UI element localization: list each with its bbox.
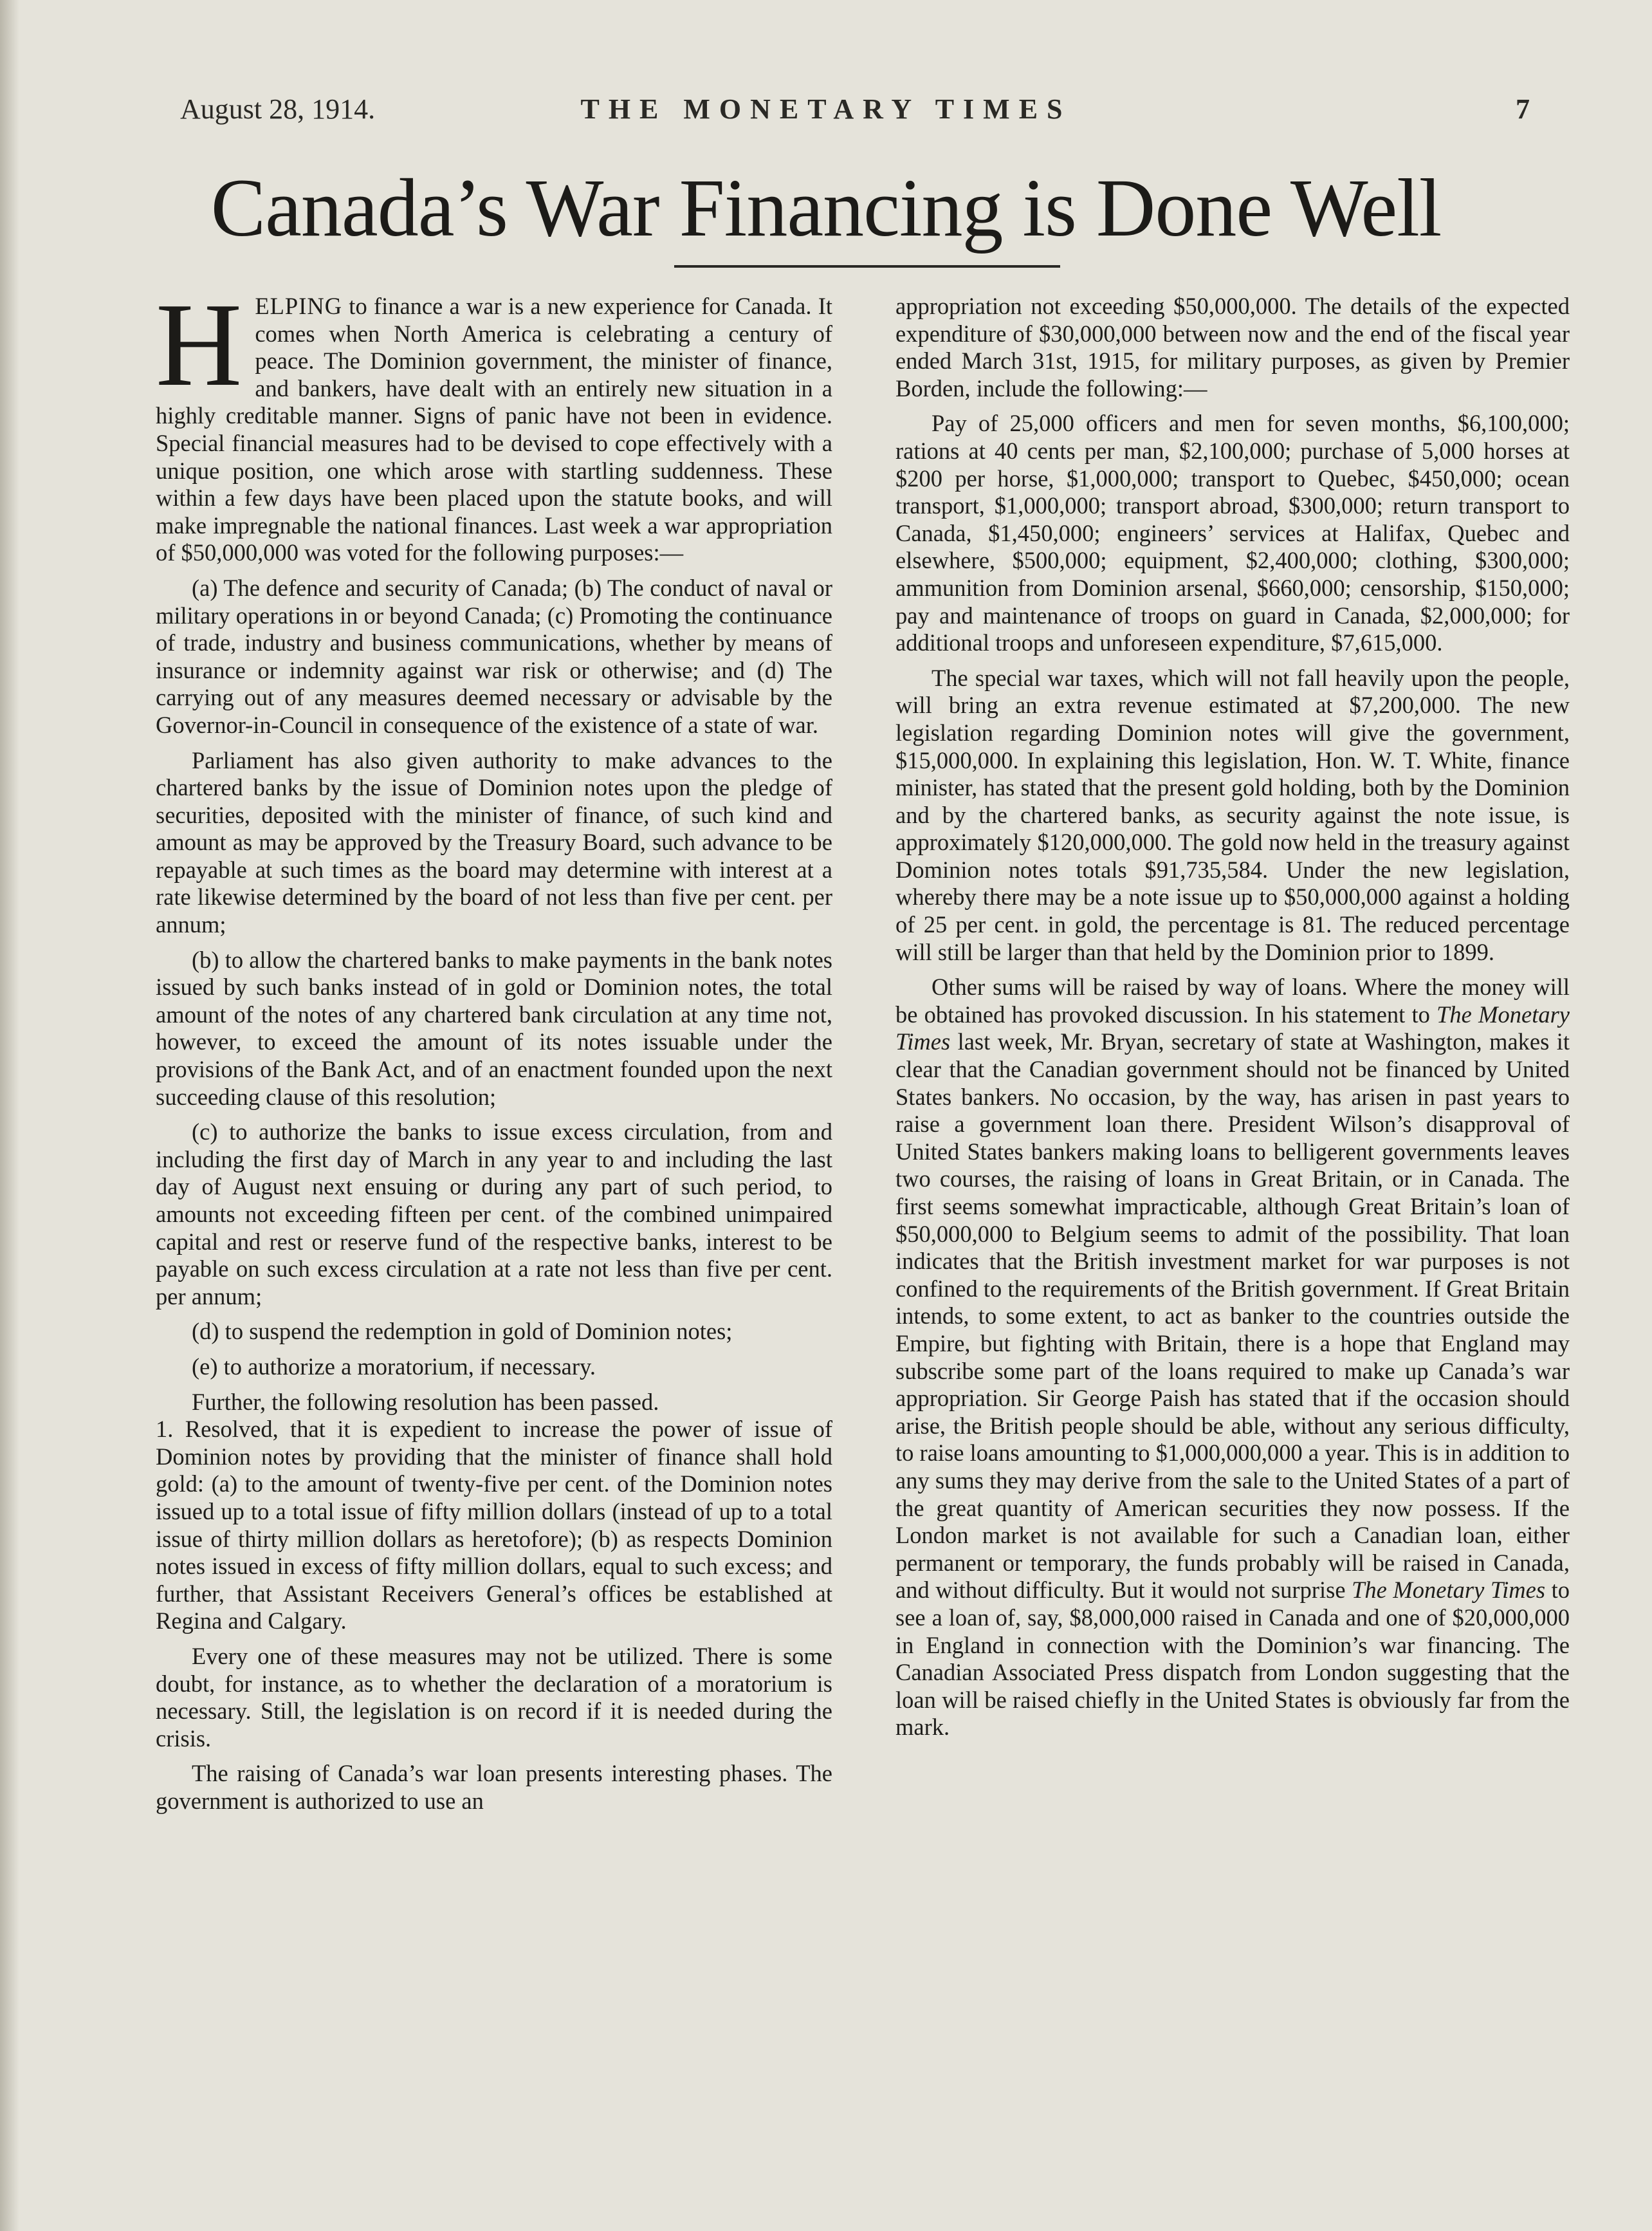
paragraph-war-loan: The raising of Canada’s war loan presents interesting phases. The government is authorized to use an — [156, 1760, 832, 1814]
header-date: August 28, 1914. — [180, 93, 376, 125]
paragraph-excess-circulation: (c) to authorize the banks to issue excess circulation, from and including the first day of March in any year to and including the last day of August next ensuing or during any part of such period, to amounts not exceeding fifteen per cent. of the combined unimpaired capital and rest or reserve fund of the respective banks, interest to be payable on such excess circulation at a rate not less than five per cent. per annum; — [156, 1118, 832, 1310]
paragraph-resolution: 1. Resolved, that it is expedient to increase the power of issue of Dominion notes by providing that the minister of finance shall hold gold: (a) to the amount of twenty-five per cent. of the Dominion notes issued up to a total issue of fifty million dollars (instead of up to a total issue of thirty million dollars as heretofore); (b) as respects Dominion notes issued in excess of fifty million dollars, equal to such excess; and further, that Assistant Receivers General’s offices be established at Regina and Calgary. — [156, 1416, 832, 1634]
paragraph-expenditure-list: Pay of 25,000 officers and men for seven months, $6,100,000; rations at 40 cents per man, $2,100,000; purchase of 5,000 horses at $200 per horse, $1,000,000; transport to Quebec, $450,000; ocean transport, $1,000,000; transport abroad, $300,000; return transport to Canada, $1,450,000; engineers’ services at Halifax, Quebec and elsewhere, $500,000; equipment, $2,400,000; clothing, $300,000; ammunition from Dominion arsenal, $660,000; censorship, $150,000; pay and maintenance of troops on guard in Canada, $2,000,000; for additional troops and unforeseen expenditure, $7,615,000. — [895, 410, 1570, 656]
loans-text-part-3: to see a loan of, say, $8,000,000 raised in Canada and one of $20,000,000 in England in connection with the Dominion’s war financing. The Canadian Associated Press dispatch from London suggesting that the loan will be raised chiefly in the United States is obviously far from the mark. — [895, 1577, 1570, 1741]
paragraph-appropriation: appropriation not exceeding $50,000,000. The details of the expected expenditure of $30,000,000 between now and the end of the fiscal year ended March 31st, 1915, for military purposes, as given by Premier Borden, include the following:— — [895, 293, 1570, 402]
loans-text-part-1: Other sums will be raised by way of loans. Where the money will be obtained has provoked discussion. In his statement to — [895, 974, 1570, 1028]
article-headline: Canada’s War Financing is Done Well — [210, 162, 1442, 254]
paragraph-suspend-redemption: (d) to suspend the redemption in gold of Dominion notes; — [192, 1318, 733, 1345]
paragraph-moratorium: (e) to authorize a moratorium, if necessary. — [192, 1353, 596, 1380]
title-divider — [674, 265, 1060, 268]
paragraph-advances: Parliament has also given authority to make advances to the chartered banks by the issue of Dominion notes upon the pledge of securities, deposited with the minister of finance, of such kind and amount as may be approved by the Treasury Board, such advance to be repayable at such times as the board may determine with interest at a rate likewise determined by the board of not less than five per cent. per annum; — [156, 746, 832, 938]
publication-name-italic: The Monetary Times — [895, 1001, 1570, 1055]
paragraph-purposes: (a) The defence and security of Canada; (b) The conduct of naval or military operations in or beyond Canada; (c) Promoting the continuance of trade, industry and business communications, whether by means of insurance or indemnity against war risk or otherwise; and (d) The carrying out of any measures deemed necessary or advisable by the Governor-in-Council in consequence of the existence of a state of war. — [156, 574, 832, 738]
publication-name-italic: The Monetary Times — [1352, 1577, 1546, 1604]
paragraph-measures: Every one of these measures may not be utilized. There is some doubt, for instance, as to whether the declaration of a moratorium is necessary. Still, the legislation is on record if it is needed during the crisis. — [156, 1642, 832, 1752]
page-number: 7 — [1516, 93, 1530, 125]
paragraph-further: Further, the following resolution has been passed. — [192, 1388, 659, 1415]
paragraph-bank-notes: (b) to allow the chartered banks to make payments in the bank notes issued by such banks instead of in gold or Dominion notes, the total amount of the notes of any chartered bank circulation at any time not, however, to exceed the amount of its notes issuable under the provisions of the Bank Act, and of an enactment founded upon the next succeeding clause of this resolution; — [156, 946, 832, 1110]
loans-text-part-2: last week, Mr. Bryan, secretary of state at Washington, makes it clear that the Canadian government should not be financed by United States bankers. No occasion, by the way, has arisen in past years to raise a government loan there. President Wilson’s disapproval of United States bankers making loans to belligerent governments leaves two courses, the raising of loans in Great Britain, or in Canada. The first seems somewhat impracticable, although Great Britain’s loan of $50,000,000 to Belgium seems to admit of the possibility. That loan indicates that the British investment market for war purposes is not confined to the requirements of the British government. If Great Britain intends, to some extent, to act as banker to the countries outside the Empire, but fighting with Britain, there is a hope that England may subscribe some part of the loans required to make up Canada’s war appropriation. Sir George Paish has stated that if the occasion should arise, the British people should be able, without any serious difficulty, to raise loans amounting to $1,000,000,000 a year. This is in addition to any sums they may derive from the sale to the United States of a part of the great quantity of American securities they now possess. If the London market is not available for such a Canadian loan, either permanent or temporary, the funds probably will be raised in Canada, and without difficulty. But it would not surprise — [895, 1028, 1570, 1604]
left-column — [156, 279, 832, 1822]
paragraph-intro-text: to finance a war is a new experience for Canada. It comes when North America is celebrating a century of peace. The Dominion government, the minister of finance, and bankers, have dealt with an entirely new situation in a highly creditable manner. Signs of panic have not been in evidence. Special financial measures had to be devised to cope effectively with a unique position, one which arose with startling suddenness. These within a few days have been placed upon the statute books, and will make impregnable the national finances. Last week a war appropriation of $50,000,000 was voted for the following purposes:— — [156, 293, 832, 566]
paragraph-intro — [156, 279, 832, 567]
drop-cap: H — [156, 279, 243, 411]
lead-caps: ELPING — [255, 293, 343, 319]
header-masthead: THE MONETARY TIMES — [580, 93, 1072, 125]
page-edge-shadow — [0, 0, 19, 2231]
paragraph-loans — [895, 974, 1570, 1741]
right-column — [895, 293, 1570, 1749]
paragraph-war-taxes: The special war taxes, which will not fall heavily upon the people, will bring an extra revenue estimated at $7,200,000. The new legislation regarding Dominion notes will give the government, $15,000,000. In explaining this legislation, Hon. W. T. White, finance minister, has stated that the present gold holding, both by the Dominion and by the chartered banks, as security against the note issue, is approximately $120,000,000. The gold now held in the treasury against Dominion notes totals $91,735,584. Under the new legislation, whereby there may be a note issue up to $50,000,000 against a holding of 25 per cent. in gold, the percentage is 81. The reduced percentage will still be larger than that held by the Dominion prior to 1899. — [895, 664, 1570, 965]
